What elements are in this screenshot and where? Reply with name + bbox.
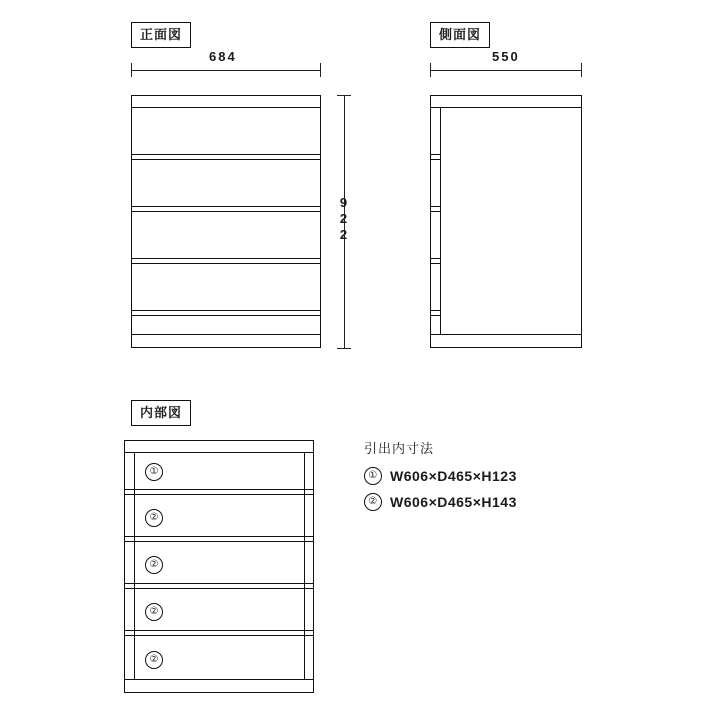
front-drawer-gap-4 <box>132 315 320 316</box>
inner-top-panel-line <box>125 452 313 453</box>
inner-shelf-1 <box>125 489 313 490</box>
legend-row <box>364 493 684 511</box>
front-height-label: 922 <box>336 195 351 243</box>
inner-drawer-number-1: ① <box>145 463 163 481</box>
legend-mark-1: ① <box>364 467 382 485</box>
legend-title: 引出内寸法 <box>364 441 435 456</box>
side-drawer-notch-2 <box>431 206 441 207</box>
side-cabinet-body <box>430 95 582 348</box>
front-top-panel-line <box>132 107 320 108</box>
side-drawer-notch-4b <box>431 315 441 316</box>
side-depth-tick-left <box>430 63 431 77</box>
front-drawer-gap-1 <box>132 159 320 160</box>
inner-shelf-3 <box>125 583 313 584</box>
side-top-panel-line <box>431 107 581 108</box>
inner-right-wall-line <box>304 452 305 679</box>
legend <box>364 438 684 519</box>
side-view-title: 側面図 <box>430 22 490 48</box>
legend-mark-2: ② <box>364 493 382 511</box>
side-depth-label: 550 <box>492 49 520 64</box>
side-drawer-notch-1 <box>431 154 441 155</box>
inner-cabinet-body <box>124 440 314 693</box>
inner-shelf-4 <box>125 630 313 631</box>
side-drawer-notch-2b <box>431 211 441 212</box>
inner-base-line <box>125 679 313 680</box>
inner-drawer-number-3: ② <box>145 556 163 574</box>
inner-shelf-2 <box>125 536 313 537</box>
front-width-dim-line <box>131 70 321 71</box>
inner-view-title: 内部図 <box>131 400 191 426</box>
front-drawer-sep-4 <box>132 310 320 311</box>
inner-shelf-3b <box>125 588 313 589</box>
inner-shelf-4b <box>125 635 313 636</box>
side-drawer-notch-3b <box>431 263 441 264</box>
front-width-label: 684 <box>209 49 237 64</box>
front-base-line <box>132 334 320 335</box>
side-base-line <box>431 334 581 335</box>
side-drawer-notch-3 <box>431 258 441 259</box>
front-drawer-gap-3 <box>132 263 320 264</box>
legend-text-1: W606×D465×H123 <box>390 468 517 484</box>
inner-shelf-1b <box>125 494 313 495</box>
side-depth-dim-line <box>430 70 582 71</box>
inner-drawer-number-5: ② <box>145 651 163 669</box>
legend-row <box>364 467 684 485</box>
front-height-tick-bottom <box>337 348 351 349</box>
inner-drawer-number-2: ② <box>145 509 163 527</box>
legend-text-2: W606×D465×H143 <box>390 494 517 510</box>
inner-drawer-number-4: ② <box>145 603 163 621</box>
front-view-title: 正面図 <box>131 22 191 48</box>
front-width-tick-left <box>131 63 132 77</box>
front-drawer-gap-2 <box>132 211 320 212</box>
front-drawer-sep-2 <box>132 206 320 207</box>
inner-left-wall-line <box>134 452 135 679</box>
front-height-tick-top <box>337 95 351 96</box>
front-cabinet-body <box>131 95 321 348</box>
side-drawer-notch-1b <box>431 159 441 160</box>
inner-shelf-2b <box>125 541 313 542</box>
front-drawer-sep-1 <box>132 154 320 155</box>
front-width-tick-right <box>320 63 321 77</box>
side-depth-tick-right <box>581 63 582 77</box>
front-drawer-sep-3 <box>132 258 320 259</box>
side-back-edge-line <box>440 107 441 334</box>
side-drawer-notch-4 <box>431 310 441 311</box>
